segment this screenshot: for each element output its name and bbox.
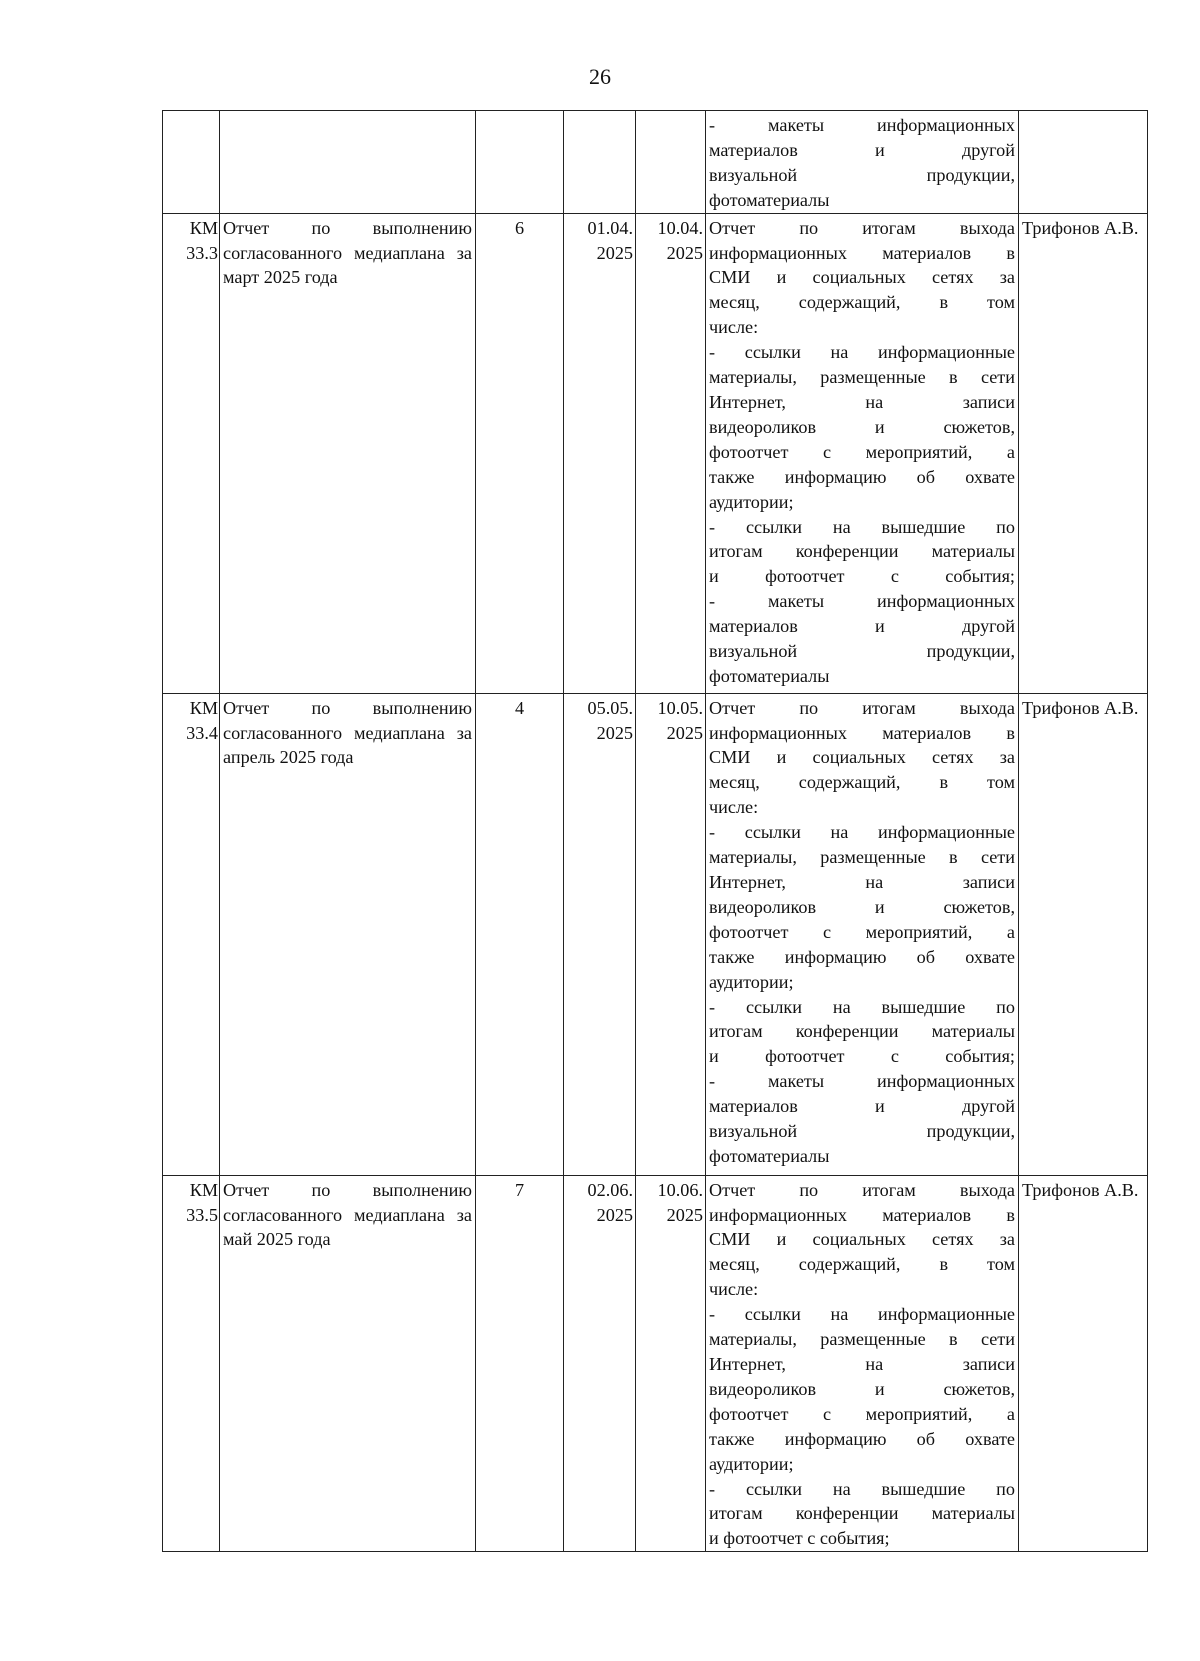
result-line: итогам конференции материалы: [709, 541, 1015, 562]
cell-start: [564, 111, 636, 214]
result-line: также информацию об охвате: [709, 466, 1015, 487]
result-line: числе:: [709, 317, 759, 338]
result-line: видеороликов и сюжетов,: [709, 896, 1015, 917]
cell-duration: [476, 111, 564, 214]
table-row: [163, 213, 1148, 693]
result-line: - ссылки на информационные: [709, 1304, 1015, 1325]
cell-end: [636, 1175, 706, 1552]
end-date-year: 2025: [666, 722, 703, 743]
result-line: и фотоотчет с события;: [709, 1046, 1015, 1067]
result-line: числе:: [709, 1279, 759, 1300]
cell-result: [706, 1175, 1019, 1552]
result-line: - ссылки на вышедшие по: [709, 996, 1015, 1017]
result-line: - ссылки на вышедшие по: [709, 516, 1015, 537]
start-date-year: 2025: [596, 722, 633, 743]
cell-name: [220, 111, 476, 214]
result-line: - ссылки на информационные: [709, 822, 1015, 843]
cell-code: [163, 1175, 220, 1552]
cell-responsible: Трифонов А.В.: [1019, 1175, 1148, 1552]
result-line: фотоотчет с мероприятий, а: [709, 1403, 1015, 1424]
result-line: фотоматериалы: [709, 1145, 830, 1166]
cell-name: Отчет по выполнению согласованного медиаплана за апрель 2025 года: [220, 693, 476, 1175]
start-date-daymonth: 01.04.: [587, 217, 633, 238]
table-row: [163, 693, 1148, 1175]
result-line: - макеты информационных: [709, 591, 1015, 612]
result-line: итогам конференции материалы: [709, 1503, 1015, 1524]
start-date-year: 2025: [596, 242, 633, 263]
result-line: месяц, содержащий, в том: [709, 1254, 1015, 1275]
end-date-daymonth: 10.05.: [657, 697, 703, 718]
result-line: месяц, содержащий, в том: [709, 292, 1015, 313]
result-line: фотоматериалы: [709, 189, 830, 210]
cell-end: [636, 111, 706, 214]
result-line: СМИ и социальных сетях за: [709, 1229, 1015, 1250]
continuation-row: [163, 111, 1148, 214]
cell-name: Отчет по выполнению согласованного медиаплана за март 2025 года: [220, 213, 476, 693]
cell-start: [564, 693, 636, 1175]
result-line: и фотоотчет с события;: [709, 1528, 890, 1549]
code-number: 33.4: [186, 722, 218, 743]
result-line: также информацию об охвате: [709, 946, 1015, 967]
end-date-daymonth: 10.04.: [657, 217, 703, 238]
code-prefix: КМ: [189, 1179, 218, 1200]
result-line: Отчет по итогам выхода: [709, 217, 1015, 238]
result-line: визуальной продукции,: [709, 641, 1015, 662]
result-line: материалы, размещенные в сети: [709, 847, 1015, 868]
result-line: числе:: [709, 797, 759, 818]
cell-duration: 4: [476, 693, 564, 1175]
start-date-year: 2025: [596, 1204, 633, 1225]
cell-end: [636, 693, 706, 1175]
cell-end: [636, 213, 706, 693]
result-line: Интернет, на записи: [709, 871, 1015, 892]
result-line: Отчет по итогам выхода: [709, 1179, 1015, 1200]
result-line: - ссылки на информационные: [709, 342, 1015, 363]
cell-start: [564, 213, 636, 693]
code-prefix: КМ: [189, 217, 218, 238]
result-line: видеороликов и сюжетов,: [709, 416, 1015, 437]
result-line: Интернет, на записи: [709, 391, 1015, 412]
code-number: 33.5: [186, 1204, 218, 1225]
result-line: аудитории;: [709, 1453, 794, 1474]
cell-responsible: Трифонов А.В.: [1019, 693, 1148, 1175]
cell-result: [706, 111, 1019, 214]
result-line: визуальной продукции,: [709, 1121, 1015, 1142]
cell-result: [706, 213, 1019, 693]
result-line: Отчет по итогам выхода: [709, 697, 1015, 718]
cell-start: [564, 1175, 636, 1552]
result-line: СМИ и социальных сетях за: [709, 747, 1015, 768]
result-line: аудитории;: [709, 971, 794, 992]
result-line: информационных материалов в: [709, 1204, 1015, 1225]
end-date-year: 2025: [666, 242, 703, 263]
result-line: - макеты информационных: [709, 1071, 1015, 1092]
cell-duration: 7: [476, 1175, 564, 1552]
result-line: материалы, размещенные в сети: [709, 367, 1015, 388]
result-line: итогам конференции материалы: [709, 1021, 1015, 1042]
cell-result: [706, 693, 1019, 1175]
result-line: фотоматериалы: [709, 665, 830, 686]
result-line: информационных материалов в: [709, 722, 1015, 743]
result-line: фотоотчет с мероприятий, а: [709, 441, 1015, 462]
cell-duration: 6: [476, 213, 564, 693]
result-line: и фотоотчет с события;: [709, 566, 1015, 587]
result-line: аудитории;: [709, 491, 794, 512]
cell-code: [163, 693, 220, 1175]
result-line: месяц, содержащий, в том: [709, 772, 1015, 793]
code-prefix: КМ: [189, 697, 218, 718]
start-date-daymonth: 02.06.: [587, 1179, 633, 1200]
table-row: [163, 1175, 1148, 1552]
start-date-daymonth: 05.05.: [587, 697, 633, 718]
page-number: 26: [589, 64, 611, 89]
cell-name: Отчет по выполнению согласованного медиаплана за май 2025 года: [220, 1175, 476, 1552]
result-line: визуальной продукции,: [709, 164, 1015, 185]
result-line: - ссылки на вышедшие по: [709, 1478, 1015, 1499]
cell-code: [163, 213, 220, 693]
result-line: СМИ и социальных сетях за: [709, 267, 1015, 288]
result-line: Интернет, на записи: [709, 1353, 1015, 1374]
cell-responsible: Трифонов А.В.: [1019, 213, 1148, 693]
result-line: также информацию об охвате: [709, 1428, 1015, 1449]
result-line: информационных материалов в: [709, 242, 1015, 263]
result-line: видеороликов и сюжетов,: [709, 1378, 1015, 1399]
result-line: материалов и другой: [709, 616, 1015, 637]
result-line: материалов и другой: [709, 139, 1015, 160]
result-line: - макеты информационных: [709, 115, 1015, 135]
result-line: материалы, размещенные в сети: [709, 1329, 1015, 1350]
result-line: фотоотчет с мероприятий, а: [709, 921, 1015, 942]
cell-responsible: [1019, 111, 1148, 214]
end-date-daymonth: 10.06.: [657, 1179, 703, 1200]
code-number: 33.3: [186, 242, 218, 263]
end-date-year: 2025: [666, 1204, 703, 1225]
result-line: материалов и другой: [709, 1096, 1015, 1117]
cell-code: [163, 111, 220, 214]
plan-table: [162, 110, 1148, 1552]
